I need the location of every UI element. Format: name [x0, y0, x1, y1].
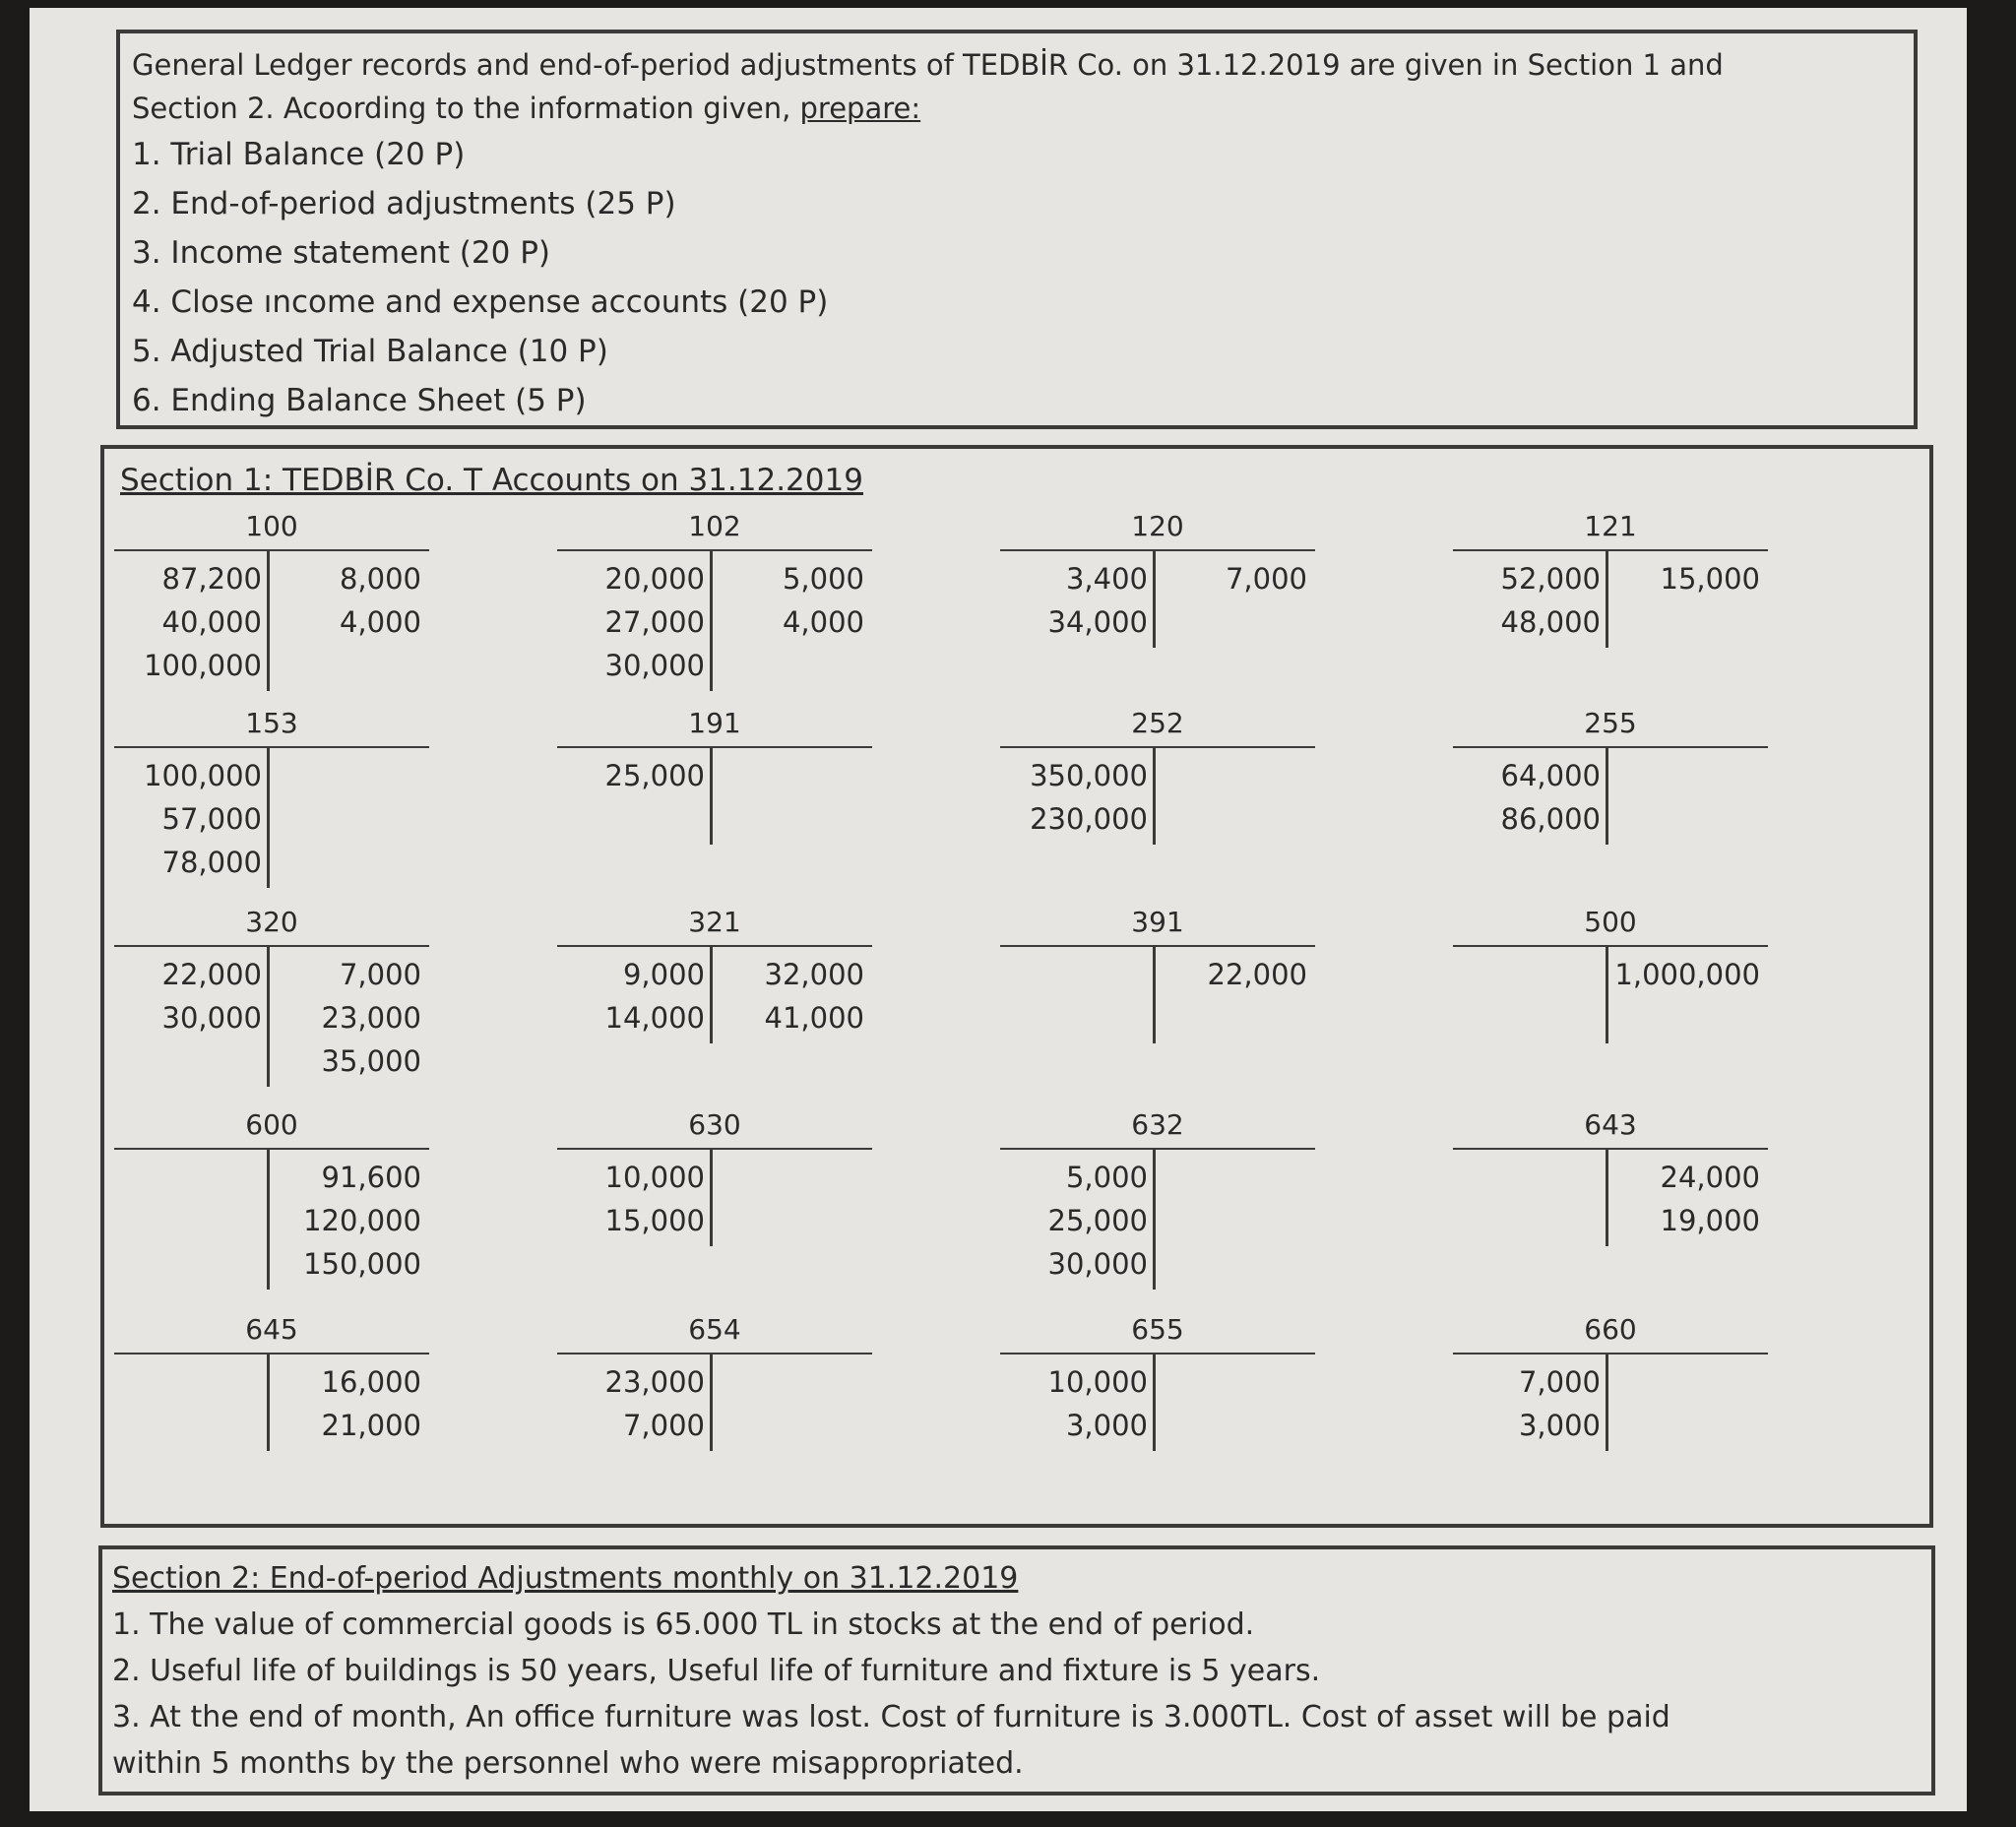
- credit-entry: 4,000: [339, 605, 421, 639]
- credit-entry: 7,000: [1225, 562, 1307, 596]
- t-account-255: [1453, 707, 1768, 914]
- debit-column: [1453, 557, 1601, 644]
- t-account-divider: [1153, 1150, 1156, 1290]
- debit-column: [557, 1156, 705, 1242]
- debit-entry: 52,000: [1500, 562, 1601, 596]
- document-page: [30, 8, 1967, 1811]
- t-account-top-line: [557, 746, 872, 748]
- debit-entry: 87,200: [161, 562, 262, 596]
- credit-column: [274, 557, 421, 644]
- t-account-top-line: [1000, 549, 1315, 551]
- debit-column: [1453, 1360, 1601, 1447]
- t-account-252: [1000, 707, 1315, 914]
- section-2-title: Section 2: End-of-period Adjustments monthly on 31.12.2019: [112, 1561, 1019, 1596]
- debit-column: [557, 953, 705, 1040]
- task-6: 6. Ending Balance Sheet (5 P): [132, 383, 587, 418]
- debit-entry: 23,000: [604, 1365, 705, 1399]
- credit-column: [274, 1360, 421, 1447]
- debit-entry: 78,000: [161, 846, 262, 879]
- intro-line-2-text: Section 2. Acoording to the information given,: [132, 92, 800, 125]
- task-1: 1. Trial Balance (20 P): [132, 137, 466, 172]
- account-number: 500: [1584, 906, 1637, 938]
- intro-line-1: General Ledger records and end-of-period adjustments of TEDBİR Co. on 31.12.2019 are given in Section 1 and: [132, 48, 1724, 82]
- credit-entry: 7,000: [339, 958, 421, 991]
- credit-entry: 19,000: [1660, 1204, 1760, 1237]
- debit-column: [557, 754, 705, 797]
- credit-entry: 15,000: [1660, 562, 1760, 596]
- t-account-153: [114, 707, 429, 914]
- debit-entry: 64,000: [1500, 759, 1601, 792]
- t-account-divider: [267, 748, 270, 888]
- t-account-top-line: [557, 1353, 872, 1354]
- debit-entry: 3,000: [1518, 1409, 1601, 1442]
- t-account-divider: [1606, 1354, 1608, 1451]
- debit-entry: 14,000: [604, 1001, 705, 1035]
- debit-entry: 15,000: [604, 1204, 705, 1237]
- t-account-102: [557, 510, 872, 707]
- t-account-divider: [1606, 748, 1608, 845]
- credit-column: [1160, 557, 1307, 600]
- debit-entry: 10,000: [604, 1161, 705, 1194]
- t-account-top-line: [114, 945, 429, 947]
- section-2-box: [98, 1545, 1935, 1796]
- t-account-divider: [267, 947, 270, 1087]
- account-number: 252: [1131, 707, 1184, 739]
- debit-column: [1000, 1360, 1148, 1447]
- t-account-top-line: [114, 1353, 429, 1354]
- adjustment-item-2: 2. Useful life of buildings is 50 years, Useful life of furniture and fixture is 5 years.: [112, 1654, 1321, 1688]
- account-number: 120: [1131, 510, 1184, 542]
- account-number: 153: [245, 707, 298, 739]
- t-account-top-line: [557, 945, 872, 947]
- t-account-top-line: [1453, 746, 1768, 748]
- t-account-divider: [1153, 748, 1156, 845]
- debit-entry: 100,000: [144, 649, 262, 682]
- t-account-600: [114, 1108, 429, 1315]
- t-account-391: [1000, 906, 1315, 1102]
- t-account-top-line: [1453, 1353, 1768, 1354]
- t-account-divider: [710, 947, 713, 1043]
- t-account-100: [114, 510, 429, 707]
- debit-column: [557, 557, 705, 687]
- debit-entry: 7,000: [1518, 1365, 1601, 1399]
- account-number: 645: [245, 1313, 298, 1346]
- t-account-divider: [1153, 947, 1156, 1043]
- debit-entry: 86,000: [1500, 802, 1601, 836]
- section-1-title: Section 1: TEDBİR Co. T Accounts on 31.12.2019: [120, 463, 863, 498]
- debit-entry: 22,000: [161, 958, 262, 991]
- t-account-660: [1453, 1313, 1768, 1520]
- t-account-top-line: [1453, 1148, 1768, 1150]
- debit-column: [1000, 754, 1148, 841]
- account-number: 630: [688, 1108, 741, 1141]
- account-number: 121: [1584, 510, 1637, 542]
- t-account-320: [114, 906, 429, 1102]
- instructions-box: [116, 30, 1918, 429]
- t-account-top-line: [1000, 746, 1315, 748]
- debit-entry: 100,000: [144, 759, 262, 792]
- credit-column: [717, 557, 864, 644]
- credit-column: [1612, 1156, 1760, 1242]
- t-account-top-line: [1453, 945, 1768, 947]
- t-account-top-line: [114, 1148, 429, 1150]
- debit-entry: 34,000: [1047, 605, 1148, 639]
- t-account-top-line: [557, 549, 872, 551]
- debit-entry: 30,000: [604, 649, 705, 682]
- t-account-divider: [267, 1354, 270, 1451]
- t-account-645: [114, 1313, 429, 1520]
- t-account-top-line: [557, 1148, 872, 1150]
- credit-column: [274, 953, 421, 1083]
- t-account-643: [1453, 1108, 1768, 1315]
- task-3: 3. Income statement (20 P): [132, 235, 550, 271]
- t-account-630: [557, 1108, 872, 1315]
- debit-entry: 57,000: [161, 802, 262, 836]
- t-account-120: [1000, 510, 1315, 707]
- debit-entry: 25,000: [1047, 1204, 1148, 1237]
- debit-entry: 5,000: [1065, 1161, 1148, 1194]
- t-account-655: [1000, 1313, 1315, 1520]
- t-account-654: [557, 1313, 872, 1520]
- t-account-500: [1453, 906, 1768, 1102]
- t-account-top-line: [1000, 1353, 1315, 1354]
- debit-column: [114, 557, 262, 687]
- debit-entry: 27,000: [604, 605, 705, 639]
- t-account-top-line: [114, 549, 429, 551]
- adjustment-item-1: 1. The value of commercial goods is 65.000 TL in stocks at the end of period.: [112, 1607, 1255, 1642]
- task-4: 4. Close ıncome and expense accounts (20 P): [132, 284, 829, 320]
- account-number: 321: [688, 906, 741, 938]
- t-account-divider: [710, 748, 713, 845]
- credit-entry: 35,000: [321, 1044, 421, 1078]
- t-account-divider: [267, 1150, 270, 1290]
- t-account-divider: [710, 1150, 713, 1246]
- credit-column: [717, 953, 864, 1040]
- account-number: 391: [1131, 906, 1184, 938]
- account-number: 191: [688, 707, 741, 739]
- task-2: 2. End-of-period adjustments (25 P): [132, 186, 676, 221]
- task-5: 5. Adjusted Trial Balance (10 P): [132, 334, 608, 369]
- t-account-top-line: [114, 746, 429, 748]
- credit-entry: 24,000: [1660, 1161, 1760, 1194]
- debit-column: [1000, 1156, 1148, 1286]
- credit-entry: 1,000,000: [1614, 958, 1760, 991]
- t-account-divider: [710, 1354, 713, 1451]
- t-account-321: [557, 906, 872, 1102]
- credit-entry: 120,000: [303, 1204, 421, 1237]
- account-number: 660: [1584, 1313, 1637, 1346]
- t-account-121: [1453, 510, 1768, 707]
- adjustment-item-3-cont: within 5 months by the personnel who were misappropriated.: [112, 1746, 1024, 1781]
- debit-column: [1000, 557, 1148, 644]
- credit-entry: 23,000: [321, 1001, 421, 1035]
- t-account-divider: [267, 551, 270, 691]
- debit-entry: 40,000: [161, 605, 262, 639]
- account-number: 643: [1584, 1108, 1637, 1141]
- debit-entry: 30,000: [161, 1001, 262, 1035]
- account-number: 255: [1584, 707, 1637, 739]
- debit-column: [114, 953, 262, 1040]
- credit-entry: 4,000: [782, 605, 864, 639]
- debit-entry: 20,000: [604, 562, 705, 596]
- t-account-divider: [1606, 947, 1608, 1043]
- debit-entry: 3,400: [1065, 562, 1148, 596]
- debit-entry: 3,000: [1065, 1409, 1148, 1442]
- debit-column: [557, 1360, 705, 1447]
- debit-column: [1453, 754, 1601, 841]
- account-number: 632: [1131, 1108, 1184, 1141]
- intro-line-2: [132, 87, 1902, 130]
- t-account-top-line: [1000, 1148, 1315, 1150]
- prepare-label: prepare:: [799, 92, 921, 125]
- t-account-divider: [1153, 551, 1156, 648]
- debit-entry: 25,000: [604, 759, 705, 792]
- credit-entry: 32,000: [764, 958, 864, 991]
- t-account-divider: [1153, 1354, 1156, 1451]
- credit-column: [1612, 953, 1760, 996]
- adjustment-item-3: 3. At the end of month, An office furniture was lost. Cost of furniture is 3.000TL. Cost of asset will be paid: [112, 1700, 1670, 1734]
- credit-entry: 16,000: [321, 1365, 421, 1399]
- account-number: 102: [688, 510, 741, 542]
- credit-column: [1160, 953, 1307, 996]
- account-number: 600: [245, 1108, 298, 1141]
- t-account-top-line: [1453, 549, 1768, 551]
- credit-entry: 150,000: [303, 1247, 421, 1281]
- t-account-divider: [1606, 1150, 1608, 1246]
- credit-entry: 21,000: [321, 1409, 421, 1442]
- debit-entry: 350,000: [1030, 759, 1148, 792]
- credit-entry: 41,000: [764, 1001, 864, 1035]
- account-number: 100: [245, 510, 298, 542]
- debit-entry: 7,000: [622, 1409, 705, 1442]
- t-account-top-line: [1000, 945, 1315, 947]
- debit-entry: 230,000: [1030, 802, 1148, 836]
- debit-column: [114, 754, 262, 884]
- credit-column: [274, 1156, 421, 1286]
- debit-entry: 30,000: [1047, 1247, 1148, 1281]
- credit-entry: 8,000: [339, 562, 421, 596]
- t-account-191: [557, 707, 872, 914]
- debit-entry: 10,000: [1047, 1365, 1148, 1399]
- debit-entry: 9,000: [622, 958, 705, 991]
- t-account-632: [1000, 1108, 1315, 1315]
- credit-entry: 5,000: [782, 562, 864, 596]
- debit-entry: 48,000: [1500, 605, 1601, 639]
- t-account-divider: [1606, 551, 1608, 648]
- t-account-divider: [710, 551, 713, 691]
- credit-entry: 91,600: [321, 1161, 421, 1194]
- credit-entry: 22,000: [1207, 958, 1307, 991]
- account-number: 655: [1131, 1313, 1184, 1346]
- account-number: 654: [688, 1313, 741, 1346]
- account-number: 320: [245, 906, 298, 938]
- credit-column: [1612, 557, 1760, 600]
- section-1-box: [100, 445, 1933, 1528]
